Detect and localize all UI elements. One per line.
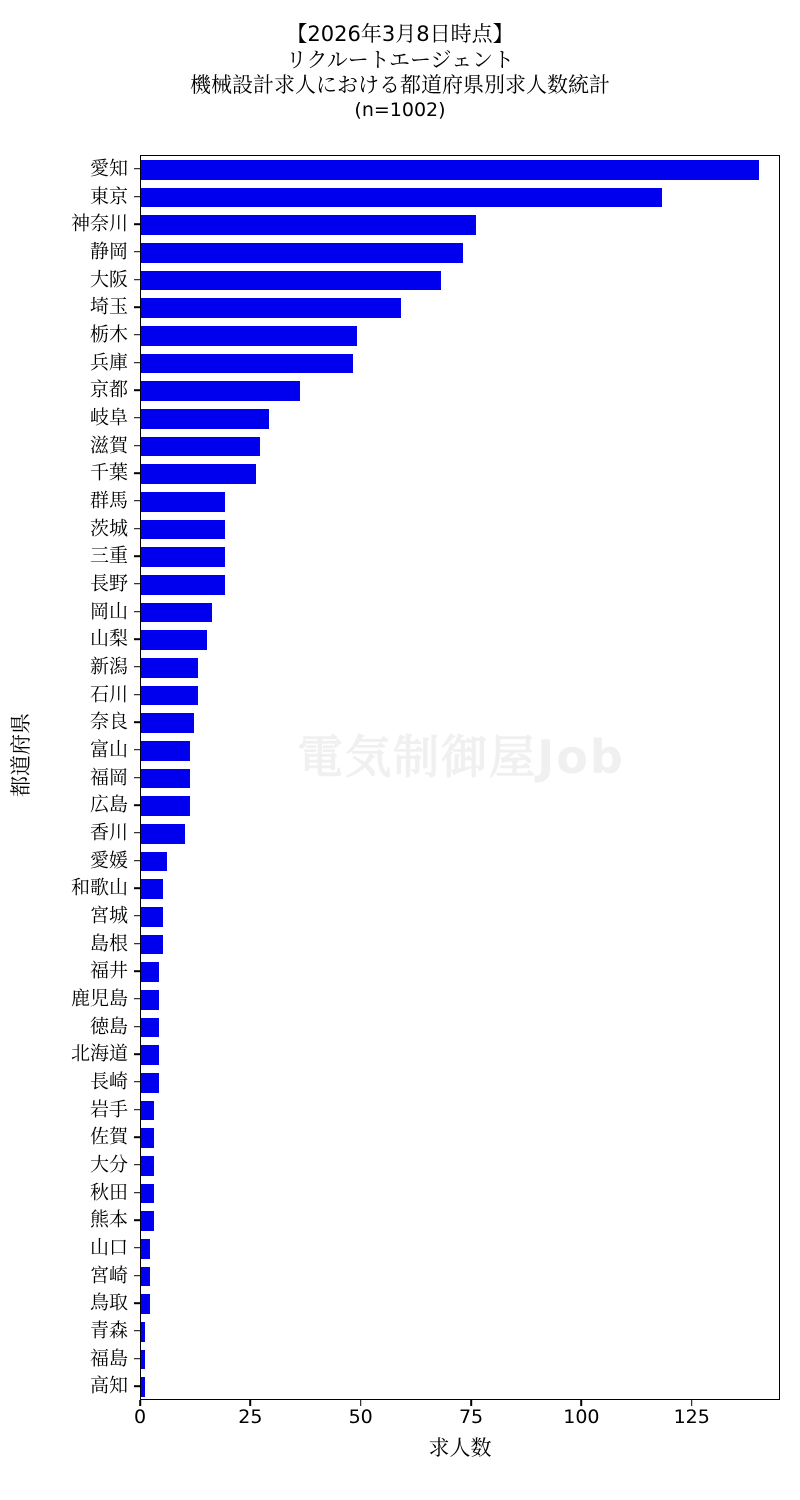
y-axis-tick-label: 福井 — [89, 959, 128, 982]
y-axis-tick-label: 島根 — [89, 932, 128, 954]
bar — [141, 879, 163, 898]
y-axis-tick-label: 福岡 — [89, 766, 128, 788]
y-axis-title: 都道府県 — [9, 713, 33, 797]
y-axis-tick-label: 千葉 — [89, 461, 128, 484]
chart-title-line-1: 【2026年3月8日時点】 — [286, 22, 514, 46]
y-axis-tick-label: 岐阜 — [89, 406, 128, 429]
x-axis-title: 求人数 — [428, 1436, 492, 1460]
bar — [141, 907, 163, 926]
y-axis-tick-label: 北海道 — [70, 1042, 128, 1065]
bar — [141, 575, 225, 594]
y-axis-tick-label: 栃木 — [89, 323, 128, 346]
y-axis-tick-label: 滋賀 — [89, 434, 128, 456]
bar — [141, 354, 353, 373]
x-axis-tick-label: 50 — [348, 1406, 373, 1428]
x-axis-tick-label: 100 — [563, 1406, 600, 1428]
bar — [141, 1211, 154, 1230]
bar — [141, 1267, 150, 1286]
y-axis-tick-label: 大分 — [89, 1153, 128, 1176]
y-axis-tick-label: 愛知 — [89, 157, 128, 180]
bar — [141, 1073, 159, 1092]
y-axis-tick-label: 山梨 — [89, 627, 128, 650]
y-axis-tick-label: 神奈川 — [70, 212, 128, 235]
bar — [141, 326, 357, 345]
y-axis-tick-label: 宮崎 — [89, 1264, 128, 1286]
bar — [141, 603, 212, 622]
y-axis-tick-label: 静岡 — [89, 240, 128, 263]
bar — [141, 547, 225, 566]
bar — [141, 1294, 150, 1313]
bars-layer — [141, 156, 779, 1399]
bar — [141, 1350, 145, 1369]
bar — [141, 437, 260, 456]
chart-title — [0, 22, 800, 122]
bar — [141, 1101, 154, 1120]
bar — [141, 298, 401, 317]
y-axis-tick-label: 茨城 — [89, 517, 128, 539]
chart-title-line-2: リクルートエージェント — [285, 47, 515, 72]
y-axis-tick-label: 徳島 — [89, 1015, 128, 1037]
y-axis-tick-label: 京都 — [89, 378, 128, 401]
bar — [141, 160, 759, 179]
bar — [141, 658, 198, 677]
y-axis-tick-label: 奈良 — [89, 710, 128, 733]
bar — [141, 1239, 150, 1258]
bar — [141, 741, 190, 760]
y-axis-tick-label: 広島 — [89, 793, 128, 816]
plot-area — [140, 155, 780, 1400]
y-axis-tick-label: 岡山 — [89, 600, 128, 622]
y-axis-tick-label: 香川 — [89, 821, 128, 844]
bar — [141, 1377, 145, 1396]
y-axis-tick-label: 佐賀 — [89, 1125, 128, 1148]
bar — [141, 713, 194, 732]
y-axis-tick-label: 富山 — [89, 738, 128, 761]
bar — [141, 215, 476, 234]
y-axis-tick-label: 鳥取 — [89, 1291, 128, 1314]
bar — [141, 962, 159, 981]
y-axis-tick-label: 鹿児島 — [70, 987, 128, 1010]
bar — [141, 1156, 154, 1175]
bar — [141, 381, 300, 400]
y-axis-tick-label: 和歌山 — [70, 876, 128, 899]
bar — [141, 188, 662, 207]
y-axis-tick-label: 三重 — [89, 544, 128, 567]
y-axis-tick-label: 兵庫 — [89, 351, 128, 373]
x-axis-tick-label: 0 — [133, 1406, 147, 1428]
x-axis-tick-label: 75 — [458, 1406, 484, 1428]
y-axis-tick-label: 群馬 — [89, 489, 128, 512]
x-axis-tick-label: 125 — [673, 1406, 710, 1428]
y-axis-tick-label: 秋田 — [89, 1181, 128, 1203]
bar — [141, 1018, 159, 1037]
bar — [141, 686, 198, 705]
y-axis-tick-label: 石川 — [89, 683, 128, 705]
x-axis-tick-label: 25 — [238, 1406, 263, 1428]
watermark-text: 電気制御屋Job — [297, 730, 625, 784]
y-axis-tick-label: 長崎 — [89, 1070, 128, 1093]
bar — [141, 935, 163, 954]
chart-title-line-4: (n=1002) — [354, 98, 446, 121]
bar — [141, 1184, 154, 1203]
bar — [141, 1322, 145, 1341]
bar — [141, 796, 190, 815]
y-axis-tick-label: 愛媛 — [89, 849, 128, 871]
bar — [141, 409, 269, 428]
y-axis-tick-label: 大阪 — [89, 268, 128, 290]
bar — [141, 243, 463, 262]
y-axis-tick-label: 岩手 — [89, 1098, 128, 1120]
bar — [141, 824, 185, 843]
bar — [141, 1128, 154, 1147]
y-axis-tick-label: 宮城 — [89, 904, 128, 927]
chart-title-line-3: 機械設計求人における都道府県別求人数統計 — [190, 73, 610, 98]
y-axis-tick-label: 熊本 — [89, 1208, 128, 1231]
y-axis-tick-label: 埼玉 — [89, 295, 128, 318]
y-axis-tick-label: 新潟 — [89, 655, 128, 678]
y-axis-tick-label: 山口 — [89, 1236, 128, 1259]
y-axis-tick-label: 長野 — [89, 572, 128, 595]
y-axis-tick-label: 高知 — [89, 1374, 128, 1397]
bar — [141, 990, 159, 1009]
bar — [141, 630, 207, 649]
bar — [141, 520, 225, 539]
bar — [141, 852, 167, 871]
bar — [141, 769, 190, 788]
bar — [141, 1045, 159, 1064]
y-axis-tick-label: 青森 — [89, 1319, 128, 1342]
x-axis-tick-labels — [133, 1400, 780, 1430]
bar — [141, 464, 256, 483]
bar — [141, 492, 225, 511]
y-axis-tick-label: 福島 — [89, 1347, 128, 1369]
bar — [141, 271, 441, 290]
y-axis-tick-label: 東京 — [89, 185, 128, 207]
